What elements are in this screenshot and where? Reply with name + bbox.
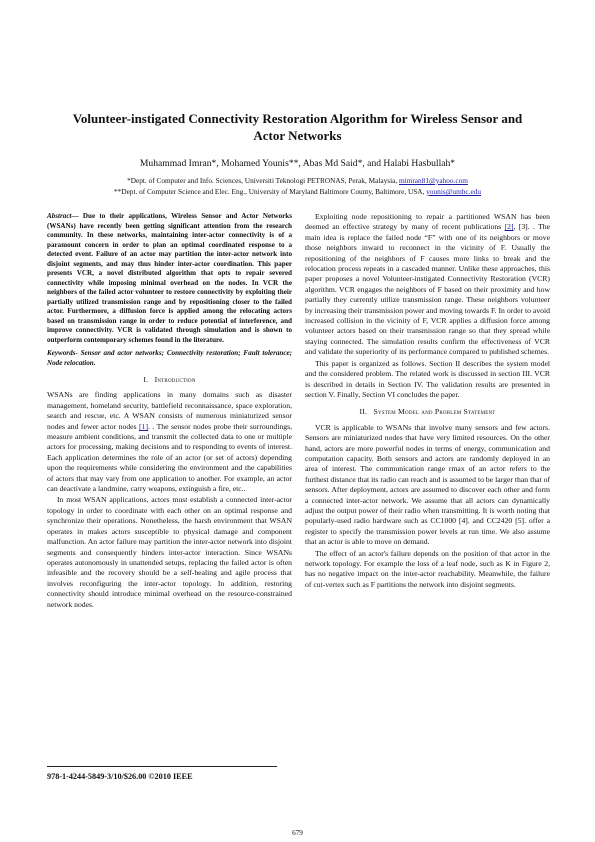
affiliation-2 <box>40 187 555 196</box>
system-paragraph-2: The effect of an actor's failure depends on the position of that actor in the network topology. For example the loss of a leaf node, such as K in Figure 2, has no negative impact on the inter-actor reachability. Meanwhile, the failure of cut-vertex such as F partitions the network into disjoint segments. <box>305 548 550 589</box>
intro-p1-text: WSANs are finding applications in many domains such as disaster management, homeland security, battlefield reconnaissance, space exploration, search and rescue, etc. A WSAN consists of numerous miniaturized sensor nodes and fewer actor nodes <box>47 390 292 431</box>
intro-paragraph-2: In most WSAN applications, actors must establish a connected inter-actor topology in order to coordinate with each other on an optimal response and synchronize their operations. Nonetheless, the harsh environment that WSAN operates in makes actors susceptible to physical damage and component malfunction. An actor failure may partition the inter-actor network into disjoint segments and consequently hinders inter-actor interaction. Since WSANs operates autonomously in unattended setups, replacing the failed actor is often infeasible and the recovery should be a self-healing and agile process that involves reconfiguring the inter-actor topology. In addition, restoring connectivity should introduce minimal overhead on the resource-constrained network nodes. <box>47 495 292 609</box>
section-1-title: Introduction <box>154 375 196 384</box>
affiliation-1-text: *Dept. of Computer and Info. Sciences, Universiti Teknologi PETRONAS, Perak, Malaysia, <box>127 176 398 185</box>
section-1-number: I. <box>143 375 149 384</box>
right-column <box>305 212 550 591</box>
keywords: Keywords- Sensor and actor networks; Connectivity restoration; Fault tolerance; Node relocation. <box>47 349 292 367</box>
section-heading-system-model <box>305 407 550 417</box>
footer-rule <box>47 766 277 767</box>
section-heading-introduction <box>47 375 292 385</box>
abstract-text: — Due to their applications, Wireless Sensor and Actor Networks (WSANs) have recently been getting significant attention from the research community. In these networks, maintaining inter-actor connectivity is of a paramount concern in order to plan an optimal coordinated response to a detected event. Failure of an actor may partition the inter-actor network into disjoint segments, and may thus hinder inter-actor coordination. This paper presents VCR, a novel distributed algorithm that opts to repair severed connectivity while imposing minimal overhead on the nodes. In VCR the neighbors of the failed actor volunteer to restore connectivity by exploiting their partially utilized transmission range and by repositioning closer to the failed actor. Furthermore, a diffusion force is applied among the relocating actors based on transmission range in order to reduce potential of interference, and improve connectivity. VCR is validated through simulation and is shown to outperform contemporary schemes found in the literature. <box>47 212 292 344</box>
right-p1-text-a: Exploiting node repositioning to repair a partitioned WSAN has been deemed an effective strategy by many of recent publications <box>305 212 550 232</box>
author-list: Muhammad Imran*, Mohamed Younis**, Abas Md Said*, and Halabi Hasbullah* <box>139 158 456 169</box>
affiliation-2-text: **Dept. of Computer Science and Elec. Eng., University of Maryland Baltimore County, Baltimore, USA, <box>114 187 425 196</box>
copyright-footer: 978-1-4244-5849-3/10/$26.00 ©2010 IEEE <box>47 772 193 781</box>
page-number: 679 <box>292 829 303 837</box>
right-p1-text-b: , [3]. . The main idea is replace the failed node “F” with one of its neighbors or move those neighbors inward to reconnect in the vicinity of F. Usually the repositioning of the neighbors of F causes more links to break and the relocation process repeats in a cascaded manner. Unlike these approaches, this paper proposes a novel Volunteer-instigated Connectivity Restoration (VCR) algorithm. VCR engages the neighbors of F based on their proximity and how partially they currently utilize transmission range. These neighbors volunteer by increasing their transmission power and moving towards F. In order to avoid increased collision in the vicinity of F, VCR applies a diffusion force among volunteer actors based on their transmission range so that they spread while staying connected. The simulation results confirm the effectiveness of VCR and validate the superiority of its performance compared to published schemes. <box>305 222 551 357</box>
email-link-1[interactable]: mimran81@yahoo.com <box>399 176 468 185</box>
intro-paragraph-1 <box>47 390 292 494</box>
section-2-title: System Model and Problem Statement <box>373 407 496 417</box>
title-line-2: Actor Networks <box>253 128 342 143</box>
citation-link-2[interactable]: [2] <box>504 222 514 232</box>
abstract-label: Abstract <box>47 212 72 220</box>
system-paragraph-1: VCR is applicable to WSANs that involve many sensors and few actors. Sensors are miniaturized nodes that have very limited resources. On the other hand, actors are more powerful nodes in terms of energy, communication and computation capacity. Both sensors and actors are randomly deployed in an area of interest. The communication range rmax of an actor refers to the furthest distance that its radio can reach and is assumed to be larger than that of sensors. After deployment, actors are assumed to discover each other and form a connected inter-actor network. We assume that all actors can dynamically adjust the output power of their radio when transmitting. It is worth noting that popularly-used radio hardware such as CC1000 [4]. and CC2420 [5]. offer a register to specify the transmission power levels at run time. We also assume that an actor is able to move on demand. <box>305 422 550 547</box>
paper-title <box>40 110 555 144</box>
organization-paragraph: This paper is organized as follows. Section II describes the system model and the considered problem. The related work is discussed in section III. VCR is described in details in Section IV. The validation results are presented in section V. Finally, Section VI concludes the paper. <box>305 358 550 399</box>
section-2-number: II. <box>359 407 368 417</box>
email-link-2[interactable]: younis@umbc.edu <box>426 187 481 196</box>
title-line-1: Volunteer-instigated Connectivity Restoration Algorithm for Wireless Sensor and <box>72 111 523 126</box>
abstract <box>47 212 292 345</box>
related-paragraph <box>305 212 550 358</box>
citation-link-1[interactable]: [1] <box>139 421 149 431</box>
left-column <box>47 212 292 611</box>
affiliation-1 <box>40 176 555 185</box>
intro-p1-rest: . . The sensor nodes probe their surroundings, measure ambient conditions, and transmit the collected data to one or multiple actors for processing, making decisions and to responding to events of interest. Each application determines the role of an actor (or set of actors) depending upon the requirements while considering the environment and the capabilities of actors that may vary from one application to another. For example, an actor can deactivate a landmine, carry weapons, extinguish a fire, etc.. <box>47 421 292 494</box>
